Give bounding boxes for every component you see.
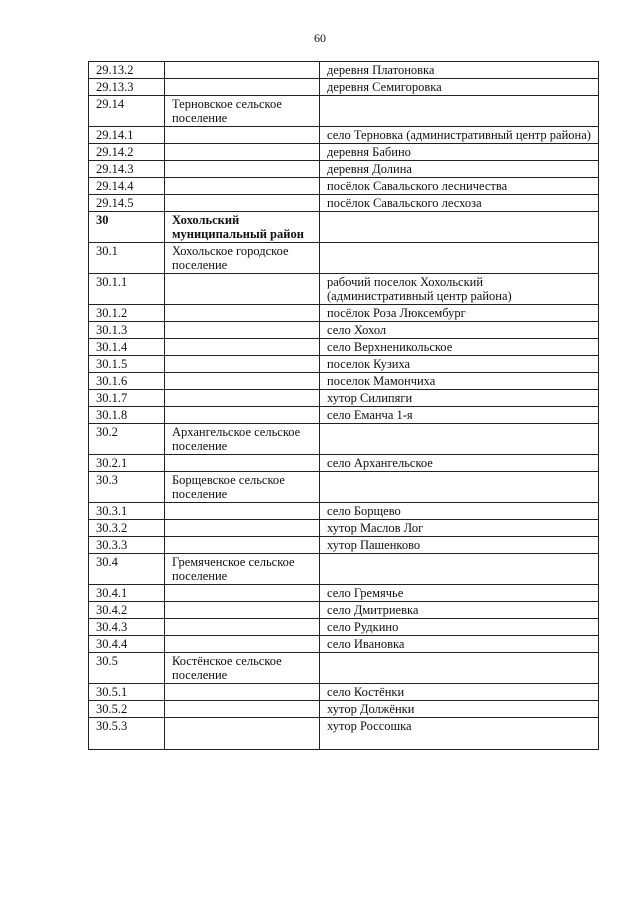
table-row (89, 602, 599, 619)
row-number-cell: 30.3.3 (89, 537, 165, 554)
settlement-cell (165, 520, 320, 537)
row-number-cell: 30.4.2 (89, 602, 165, 619)
settlement-cell (165, 127, 320, 144)
settlement-cell: Хохольское городское поселение (165, 243, 320, 274)
row-number-cell: 30.3.2 (89, 520, 165, 537)
table-row (89, 96, 599, 127)
settlement-cell (165, 701, 320, 718)
table-row (89, 455, 599, 472)
locality-cell (320, 554, 599, 585)
row-number-cell: 29.13.2 (89, 62, 165, 79)
locality-cell: село Хохол (320, 322, 599, 339)
locality-cell: село Еманча 1-я (320, 407, 599, 424)
locality-cell: деревня Долина (320, 161, 599, 178)
table-row (89, 407, 599, 424)
row-number-cell: 30.1.6 (89, 373, 165, 390)
settlement-cell (165, 178, 320, 195)
settlement-cell (165, 62, 320, 79)
row-number-cell: 29.13.3 (89, 79, 165, 96)
locality-cell: село Костёнки (320, 684, 599, 701)
settlement-cell (165, 636, 320, 653)
settlement-cell (165, 274, 320, 305)
row-number-cell: 30.1.2 (89, 305, 165, 322)
row-number-cell: 30.3.1 (89, 503, 165, 520)
locality-cell (320, 424, 599, 455)
table-row (89, 243, 599, 274)
table-row (89, 718, 599, 750)
table-row (89, 503, 599, 520)
locality-cell: поселок Мамончиха (320, 373, 599, 390)
row-number-cell: 30.5.2 (89, 701, 165, 718)
row-number-cell: 30.5.3 (89, 718, 165, 750)
locality-cell: хутор Россошка (320, 718, 599, 750)
table-row (89, 356, 599, 373)
settlement-cell (165, 602, 320, 619)
settlement-cell: Архангельское сельское поселение (165, 424, 320, 455)
table-row (89, 520, 599, 537)
settlement-cell: Гремяченское сельское поселение (165, 554, 320, 585)
settlement-cell (165, 356, 320, 373)
locality-cell: хутор Маслов Лог (320, 520, 599, 537)
table-row (89, 274, 599, 305)
locality-cell: хутор Силипяги (320, 390, 599, 407)
table-row (89, 373, 599, 390)
locality-cell (320, 243, 599, 274)
row-number-cell: 30.1.3 (89, 322, 165, 339)
row-number-cell: 29.14.3 (89, 161, 165, 178)
table-row (89, 339, 599, 356)
settlement-cell (165, 718, 320, 750)
row-number-cell: 30.2 (89, 424, 165, 455)
row-number-cell: 30.3 (89, 472, 165, 503)
row-number-cell: 30 (89, 212, 165, 243)
table-row (89, 178, 599, 195)
settlement-cell (165, 305, 320, 322)
locality-cell: село Архангельское (320, 455, 599, 472)
row-number-cell: 29.14 (89, 96, 165, 127)
row-number-cell: 30.4 (89, 554, 165, 585)
locality-cell: хутор Пашенково (320, 537, 599, 554)
table-row (89, 619, 599, 636)
table-row (89, 472, 599, 503)
page-number: 60 (314, 31, 326, 45)
table-row (89, 424, 599, 455)
table-row (89, 554, 599, 585)
row-number-cell: 30.1.4 (89, 339, 165, 356)
table-row (89, 62, 599, 79)
table-row (89, 322, 599, 339)
settlement-cell: Терновское сельское поселение (165, 96, 320, 127)
locality-cell: деревня Семигоровка (320, 79, 599, 96)
table-row (89, 684, 599, 701)
settlement-cell (165, 407, 320, 424)
settlement-cell (165, 585, 320, 602)
locality-cell: деревня Платоновка (320, 62, 599, 79)
locality-cell: рабочий поселок Хохольский (административный центр района) (320, 274, 599, 305)
row-number-cell: 30.5 (89, 653, 165, 684)
row-number-cell: 30.1.5 (89, 356, 165, 373)
row-number-cell: 30.5.1 (89, 684, 165, 701)
settlement-cell (165, 455, 320, 472)
table-row (89, 537, 599, 554)
settlement-cell: Борщевское сельское поселение (165, 472, 320, 503)
locality-cell: село Гремячье (320, 585, 599, 602)
row-number-cell: 29.14.1 (89, 127, 165, 144)
table-row (89, 305, 599, 322)
locality-cell: посёлок Роза Люксембург (320, 305, 599, 322)
locality-cell: село Верхненикольское (320, 339, 599, 356)
settlement-cell (165, 79, 320, 96)
settlement-cell: Хохольский муниципальный район (165, 212, 320, 243)
row-number-cell: 30.1.1 (89, 274, 165, 305)
locality-cell (320, 653, 599, 684)
locality-cell (320, 472, 599, 503)
locality-cell (320, 96, 599, 127)
settlement-cell (165, 322, 320, 339)
settlement-cell (165, 144, 320, 161)
locality-cell: поселок Кузиха (320, 356, 599, 373)
row-number-cell: 30.4.3 (89, 619, 165, 636)
settlement-cell (165, 537, 320, 554)
table-row (89, 195, 599, 212)
table-row (89, 79, 599, 96)
settlement-cell (165, 339, 320, 356)
table-row (89, 653, 599, 684)
table-row (89, 636, 599, 653)
row-number-cell: 29.14.2 (89, 144, 165, 161)
table-row (89, 585, 599, 602)
table-row (89, 161, 599, 178)
locality-cell: село Рудкино (320, 619, 599, 636)
table-row (89, 701, 599, 718)
row-number-cell: 30.4.4 (89, 636, 165, 653)
locality-cell: посёлок Савальского лесхоза (320, 195, 599, 212)
locality-cell (320, 212, 599, 243)
settlement-cell: Костёнское сельское поселение (165, 653, 320, 684)
row-number-cell: 30.1 (89, 243, 165, 274)
row-number-cell: 30.1.8 (89, 407, 165, 424)
table-row (89, 390, 599, 407)
table-row (89, 212, 599, 243)
locality-cell: село Борщево (320, 503, 599, 520)
locality-cell: село Ивановка (320, 636, 599, 653)
row-number-cell: 29.14.4 (89, 178, 165, 195)
settlement-cell (165, 161, 320, 178)
table-body (89, 62, 599, 750)
row-number-cell: 30.4.1 (89, 585, 165, 602)
locality-cell: деревня Бабино (320, 144, 599, 161)
locality-cell: посёлок Савальского лесничества (320, 178, 599, 195)
settlements-table (88, 61, 599, 750)
row-number-cell: 29.14.5 (89, 195, 165, 212)
settlement-cell (165, 390, 320, 407)
locality-cell: хутор Должёнки (320, 701, 599, 718)
settlement-cell (165, 684, 320, 701)
table-row (89, 144, 599, 161)
settlement-cell (165, 619, 320, 636)
row-number-cell: 30.1.7 (89, 390, 165, 407)
row-number-cell: 30.2.1 (89, 455, 165, 472)
settlement-cell (165, 503, 320, 520)
table-row (89, 127, 599, 144)
settlement-cell (165, 195, 320, 212)
settlement-cell (165, 373, 320, 390)
locality-cell: село Терновка (административный центр района) (320, 127, 599, 144)
locality-cell: село Дмитриевка (320, 602, 599, 619)
